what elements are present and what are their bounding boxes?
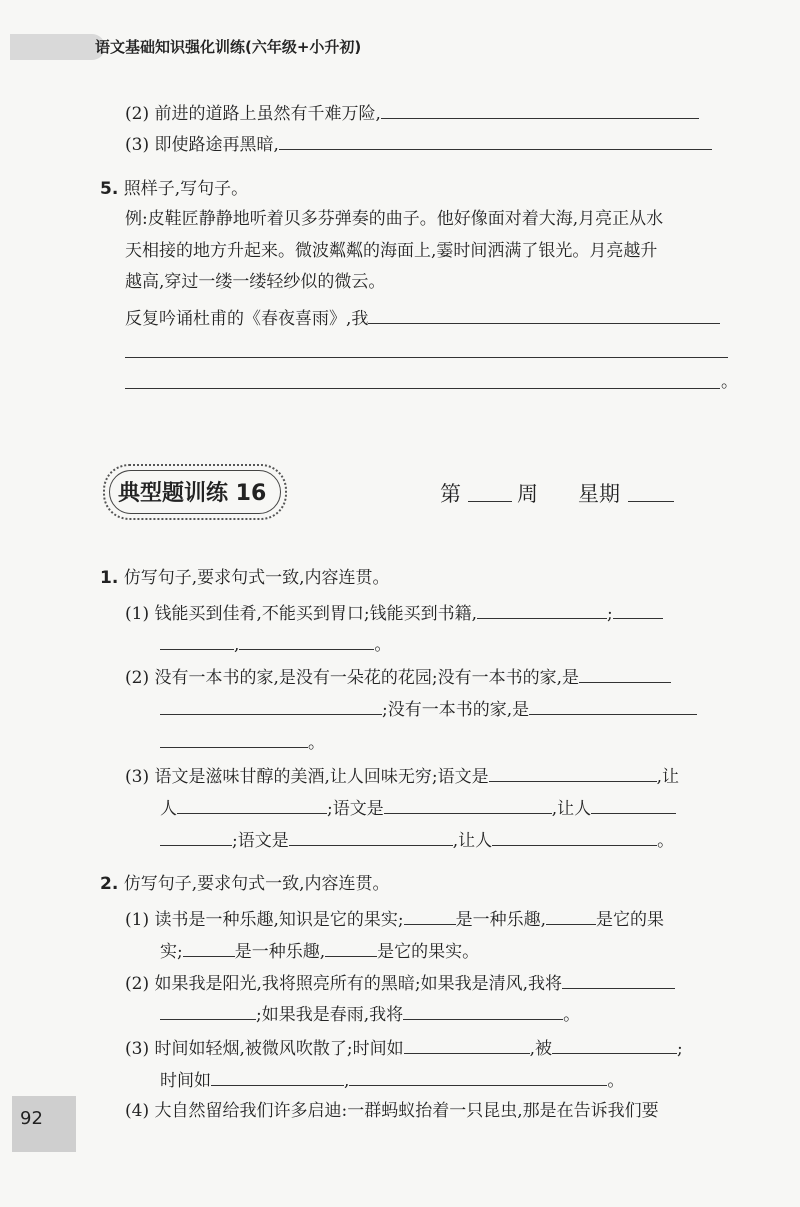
answer-blank[interactable] [349,1067,607,1086]
q1-prompt: 仿写句子,要求句式一致,内容连贯。 [123,568,390,588]
q1-heading [100,567,390,589]
punct: 。 [374,635,392,655]
answer-blank[interactable] [381,100,699,119]
answer-blank[interactable] [477,600,607,619]
q5-end-mark: 。 [721,372,738,392]
q1-s2-cont [160,696,697,721]
q2-s1-cont [160,938,479,963]
answer-blank[interactable] [211,1067,344,1086]
answer-blank[interactable] [591,795,676,814]
q2-prompt: 仿写句子,要求句式一致,内容连贯。 [123,874,390,894]
q1-s3-end [160,827,674,852]
text: 。 [607,1071,625,1091]
answer-blank[interactable] [160,827,232,846]
text: (2) 如果我是阳光,我将照亮所有的黑暗;如果我是清风,我将 [125,974,563,994]
q5-heading [100,178,248,200]
q1-s2 [125,664,671,689]
day-blank[interactable] [628,483,674,502]
text: ; [677,1039,683,1059]
q2-s1 [125,906,664,931]
q1-s1-cont [160,631,391,656]
answer-blank[interactable] [613,600,663,619]
q1-s3 [125,763,679,788]
header-tab [10,34,105,60]
text: (3) 时间如轻烟,被微风吹散了;时间如 [125,1039,404,1059]
week-label: 周 [517,482,538,506]
text: (1) 读书是一种乐趣,知识是它的果实; [125,910,404,930]
punct: , [234,635,240,655]
answer-blank[interactable] [404,906,456,925]
q5-example-line2: 天相接的地方升起来。微波粼粼的海面上,霎时间洒满了银光。月亮越升 [125,241,658,261]
item-3 [125,131,712,156]
answer-blank[interactable] [404,1035,530,1054]
answer-blank[interactable] [529,696,697,715]
punct: 。 [308,733,325,753]
week-blank[interactable] [468,483,512,502]
text: ;如果我是春雨,我将 [256,1005,404,1025]
text: ,让人 [551,799,592,819]
text: 。 [657,831,675,851]
answer-line[interactable] [125,388,720,389]
answer-blank[interactable] [562,970,675,989]
q5-task-start: 反复吟诵杜甫的《春夜喜雨》,我 [125,309,369,329]
q2-s2-cont [160,1001,580,1026]
answer-blank[interactable] [239,631,374,650]
answer-blank[interactable] [368,305,720,324]
item-2-label: (2) 前进的道路上虽然有千难万险, [125,104,381,124]
day-label: 星期 [578,482,620,506]
answer-blank[interactable] [289,827,453,846]
q2-s3-cont [160,1067,624,1092]
q5-example-line3: 越高,穿过一缕一缕轻纱似的微云。 [125,272,386,292]
answer-blank[interactable] [160,696,382,715]
q1-s1-text: (1) 钱能买到佳肴,不能买到胃口;钱能买到书籍, [125,604,478,624]
q1-s2-text2: ;没有一本书的家,是 [382,700,530,720]
text: ,让人 [452,831,493,851]
q2-number: 2. [100,874,119,894]
text: 实; [160,942,183,962]
answer-blank[interactable] [160,1001,256,1020]
answer-blank[interactable] [177,795,327,814]
answer-blank[interactable] [546,906,596,925]
page-number: 92 [20,1108,43,1129]
answer-blank[interactable] [579,664,671,683]
q5-prompt: 照样子,写句子。 [123,179,249,199]
q1-s3-text2: ,让 [656,767,680,787]
q2-s4: (4) 大自然留给我们许多启迪:一群蚂蚁抬着一只昆虫,那是在告诉我们要 [125,1101,659,1121]
text: 是它的果实。 [377,942,480,962]
answer-blank[interactable] [183,938,235,957]
answer-blank[interactable] [489,763,657,782]
answer-blank[interactable] [384,795,552,814]
answer-blank[interactable] [279,131,712,150]
text: 人 [160,799,177,819]
answer-blank[interactable] [160,729,308,748]
q2-heading [100,873,390,895]
punct: ; [607,604,613,624]
q5-number: 5. [100,179,119,199]
text: 是一种乐趣, [234,942,326,962]
week-prefix: 第 [440,482,461,506]
q1-s3-text: (3) 语文是滋味甘醇的美酒,让人回味无穷;语文是 [125,767,489,787]
text: ;语文是 [232,831,289,851]
text: 。 [563,1005,581,1025]
answer-blank[interactable] [492,827,657,846]
q1-number: 1. [100,568,119,588]
q2-s3 [125,1035,683,1060]
q1-s2-end [160,729,325,754]
answer-line[interactable] [125,357,728,358]
item-3-label: (3) 即使路途再黑暗, [125,135,279,155]
text: , [344,1071,350,1091]
text: 时间如 [160,1071,211,1091]
text: 是它的果 [596,910,665,930]
q2-s2 [125,970,675,995]
answer-blank[interactable] [552,1035,677,1054]
q5-example-line1: 例:皮鞋匠静静地听着贝多芬弹奏的曲子。他好像面对着大海,月亮正从水 [125,209,664,229]
text: ,被 [529,1039,553,1059]
answer-blank[interactable] [403,1001,563,1020]
q1-s1 [125,600,663,625]
answer-blank[interactable] [160,631,234,650]
text: ;语文是 [327,799,384,819]
q5-task [125,305,720,330]
q1-s3-cont [160,795,676,820]
header-title: 语文基础知识强化训练(六年级+小升初) [95,38,362,56]
answer-blank[interactable] [325,938,377,957]
text: 是一种乐趣, [455,910,547,930]
section-title: 典型题训练 16 [118,481,267,506]
q1-s2-text: (2) 没有一本书的家,是没有一朵花的花园;没有一本书的家,是 [125,668,580,688]
item-2 [125,100,699,125]
